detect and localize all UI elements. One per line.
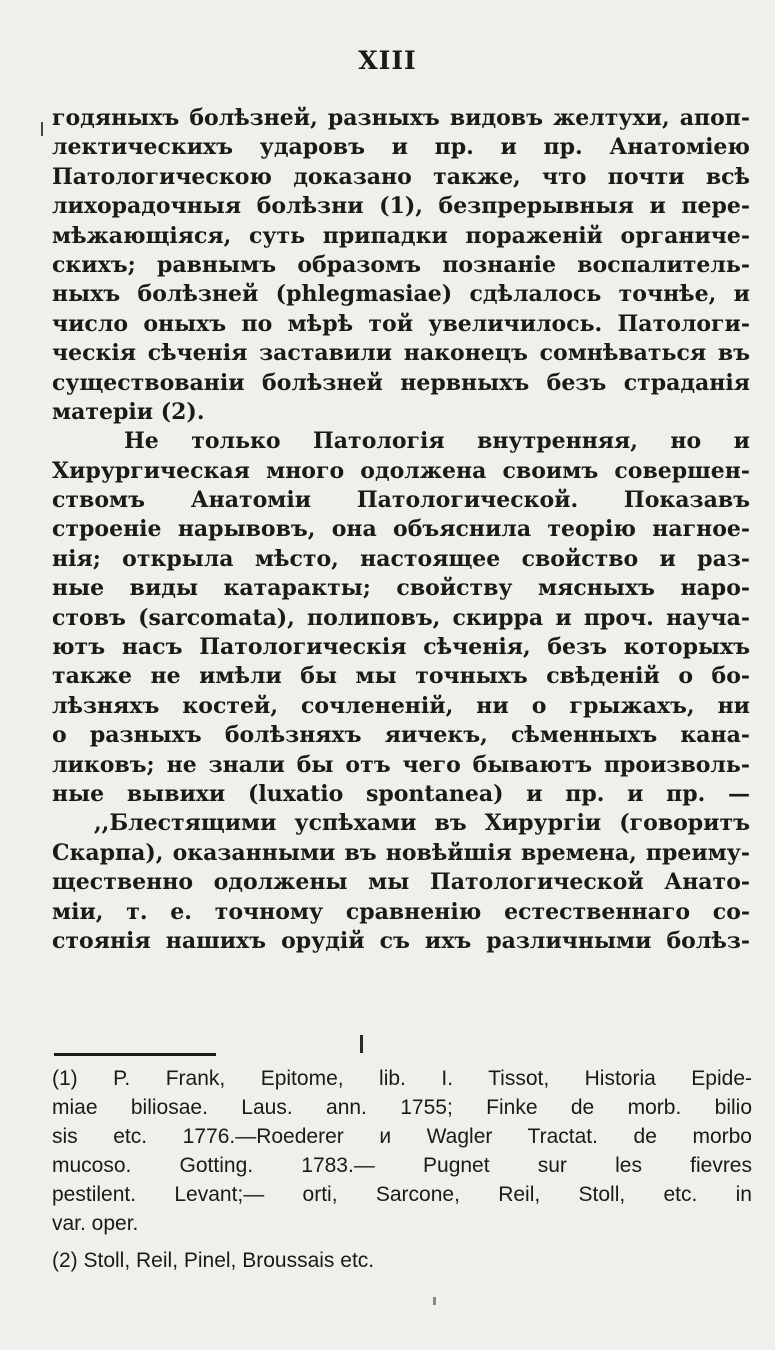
text-line: также не имѣли бы мы точныхъ свѣденій о бо- — [52, 663, 750, 690]
text-line: годяныхъ болѣзней, разныхъ видовъ желтухи, апоп- — [52, 105, 750, 131]
text-line: скихъ; равнымъ образомъ познаніе воспалитель- — [52, 251, 750, 278]
text-line: нія; открыла мѣсто, настоящее свойство и раз- — [52, 545, 750, 572]
text-line: лектическихъ ударовъ и пр. и пр. Анатоміею — [52, 134, 750, 161]
text-line: лѣзняхъ костей, сочлененій, ни о грыжахъ, ни — [52, 692, 750, 719]
footnote-1-line: mucoso. Gotting. 1783.— Pugnet sur les fievres — [52, 1154, 752, 1177]
text-line: ные вывихи (luxatio spontanea) и пр. и пр. — — [52, 780, 750, 807]
text-line: мѣжающіяся, суть припадки поражeній органиче- — [52, 222, 750, 249]
text-line: ные виды катаракты; свойству мясныхъ наро- — [52, 575, 750, 602]
paragraph-start-line: Не только Патологія внутренняя, но и — [124, 428, 750, 455]
paragraph-start-line: ,,Блестящими успѣхами въ Хирургіи (говоритъ — [94, 810, 750, 837]
text-line: ческія сѣченія заставили наконецъ сомнѣваться въ — [52, 340, 750, 367]
footnote-1-line: pestilent. Levant;— orti, Sarcone, Reil, Stoll, etc. in — [52, 1183, 752, 1206]
text-line: существованіи болѣзней нервныхъ безъ страданія — [52, 369, 750, 396]
print-mark — [433, 1297, 436, 1305]
body-text — [52, 104, 750, 956]
text-line: стовъ (sarcomata), полиповъ, скирра и проч. научa- — [52, 604, 750, 631]
footnote-2-line: (2) Stoll, Reil, Pinel, Broussais etc. — [52, 1249, 375, 1272]
text-line: строеніе нарывовъ, она объяснила теорію нагное- — [52, 516, 750, 543]
text-line: стоянія нашихъ орудій съ ихъ различными болѣз- — [52, 927, 750, 954]
text-line: ютъ насъ Патологическія сѣченія, безъ которыхъ — [52, 634, 750, 661]
text-line: число оныхъ по мѣрѣ той увеличилось. Патологи- — [52, 310, 750, 337]
footnotes — [52, 1064, 752, 1275]
margin-mark — [41, 122, 43, 136]
text-line: міи, т. е. точному сравненію естественнаго со- — [52, 898, 750, 925]
text-line: щественно одолжены мы Патологической Анато- — [52, 869, 750, 896]
text-line: лихорадочныя болѣзни (1), безпрерывныя и пере- — [52, 193, 750, 220]
footnote-1-line: (1) P. Frank, Epitome, lib. I. Tissot, Historia Epide- — [52, 1067, 752, 1090]
text-line: Скарпа), оказанными въ новѣйшія времена, преиму- — [52, 839, 750, 866]
text-line: Хирургическая много одолжена своимъ совершен- — [52, 457, 750, 484]
text-line: ликовъ; не знали бы отъ чего бываютъ произволь- — [52, 751, 750, 778]
page-number: XIII — [358, 46, 417, 75]
print-mark — [360, 1035, 363, 1053]
text-line: ныхъ болѣзней (phlegmasiae) сдѣлалось точнѣе, и — [52, 281, 750, 308]
text-line: Патологическою доказано также, что почти всѣ — [52, 163, 750, 190]
text-line: о разныхъ болѣзняхъ яичекъ, сѣменныхъ кана- — [52, 722, 750, 749]
footnote-1-line: var. oper. — [52, 1212, 139, 1235]
footnote-1-line: miae biliosae. Laus. ann. 1755; Finke de morb. bilio — [52, 1096, 752, 1119]
footnote-divider — [54, 1053, 216, 1056]
text-line: ствомъ Анатоміи Патологической. Показавъ — [52, 487, 750, 514]
footnote-1-line: sis etc. 1776.—Roederer и Wagler Tractat. de morbo — [52, 1125, 752, 1148]
text-line: матеріи (2). — [52, 398, 205, 425]
